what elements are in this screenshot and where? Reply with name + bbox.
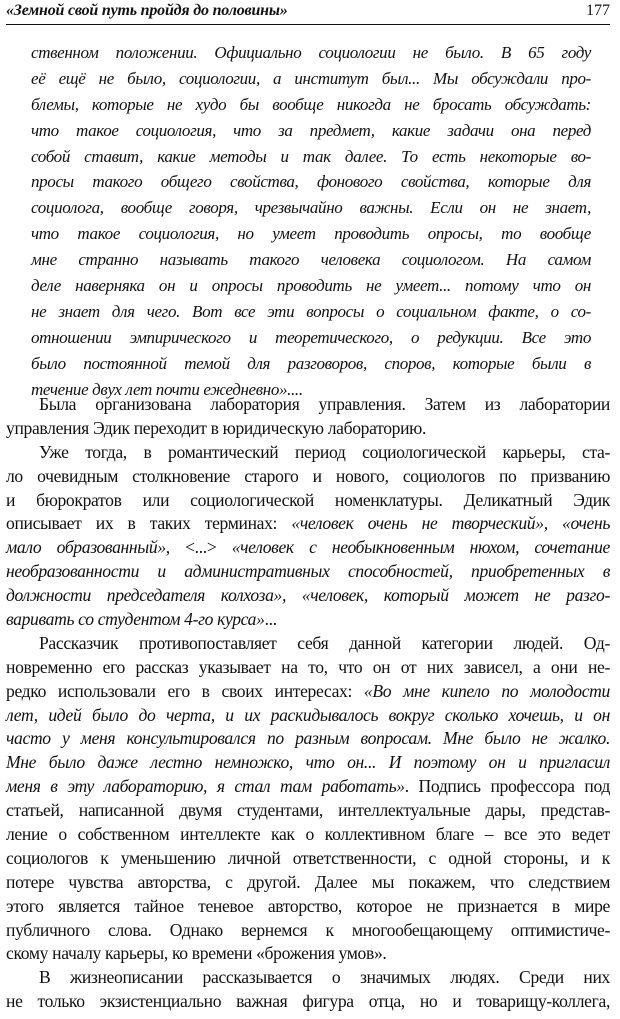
quote-line: было постоянной темой для разговоров, споров, которые были в xyxy=(31,353,591,373)
text-fragment: и бюрократов или социологической номенклатуры. Деликатный Эдик xyxy=(6,489,610,510)
text-fragment: , <...> xyxy=(165,537,232,558)
body-line xyxy=(6,727,610,751)
body-line xyxy=(6,656,610,680)
body-line xyxy=(6,441,610,465)
header-rule xyxy=(6,24,610,25)
quote-line: блемы, которые не худо бы вообще никогда не бросать обсуждать: xyxy=(31,94,591,114)
italic-quote-fragment: мало образованный» xyxy=(6,537,166,558)
body-line xyxy=(6,584,610,608)
text-fragment: ление о собственном интеллекте как о коллективном благе – все это ведет xyxy=(6,824,610,845)
body-line xyxy=(6,489,610,513)
text-fragment: не только экзистенциально важная фигура отца, но и товарищу-коллега, xyxy=(6,991,610,1012)
body-line xyxy=(6,417,610,441)
body-line xyxy=(6,560,610,584)
quote-line: собой ставит, какие методы и так далее. То есть некоторые во- xyxy=(31,146,591,166)
body-line xyxy=(6,632,610,656)
text-fragment: ло очевидным столкновение старого и нового, социологов по призванию xyxy=(6,465,610,486)
body-line xyxy=(6,465,610,489)
italic-quote-fragment: «человек очень не творческий», «очень xyxy=(291,513,610,534)
body-line xyxy=(6,608,610,632)
italic-quote-fragment: Мне было даже лестно немножко, что он... И поэтому он и пригласил xyxy=(6,752,610,773)
text-fragment: новременно его рассказ указывает на то, что он от них зависел, а они не- xyxy=(6,656,610,677)
text-fragment: управления Эдик переходит в юридическую лабораторию. xyxy=(6,417,427,438)
body-line xyxy=(6,871,610,895)
quote-line: социолога, вообще говоря, чрезвычайно важны. Если он не знает, xyxy=(31,198,591,218)
text-fragment: описывает их в таких терминах: xyxy=(6,513,292,534)
text-fragment: статьей, написанной двумя студентами, интеллектуальные дары, представ- xyxy=(6,800,610,821)
text-fragment: публичного слова. Однако вернемся к многообещающему оптимистиче- xyxy=(6,919,610,940)
italic-quote-fragment: часто у меня консультировался по разным вопросам. Мне было не жалко. xyxy=(6,728,610,749)
body-line xyxy=(6,966,610,990)
quote-line: мне странно называть такого человека социологом. На самом xyxy=(31,250,591,270)
text-fragment: редко использовали его в своих интересах: xyxy=(6,680,364,701)
running-header xyxy=(6,0,610,22)
quote-line: ственном положении. Официально социологии не было. В 65 году xyxy=(31,43,591,62)
text-fragment: социологов к уменьшению личной ответственности, с одной стороны, и к xyxy=(6,847,610,868)
quote-line: не знает для чего. Вот все эти вопросы о социальном факте, о со- xyxy=(31,301,591,321)
body-line xyxy=(6,919,610,943)
italic-quote-fragment: должности председателя колхоза», «человек, который может не разго- xyxy=(6,585,610,606)
body-line xyxy=(6,751,610,775)
body-line xyxy=(6,942,610,966)
quote-line: что такое социология, что за предмет, какие задачи она перед xyxy=(31,120,591,140)
quote-line: просы такого общего свойства, фонового свойства, которые для xyxy=(31,172,591,192)
italic-quote-fragment: «Во мне кипело по молодости xyxy=(363,680,610,701)
body-line xyxy=(6,512,610,536)
text-fragment: потере чувства авторства, с другой. Далее мы покажем, что следствием xyxy=(6,871,610,892)
quote-line: что такое социология, но умеет проводить опросы, то вообще xyxy=(31,224,591,244)
quote-line: деле наверняка он и опросы проводить не умеет... потому что он xyxy=(31,276,591,296)
text-fragment: ... xyxy=(264,609,277,630)
running-header-title: «Земной свой путь пройдя до половины» xyxy=(6,2,288,19)
italic-quote-fragment: «человек с необыкновенным нюхом, сочетание xyxy=(231,537,610,558)
body-line xyxy=(6,895,610,919)
interview-quote-block xyxy=(31,40,591,402)
text-fragment: скому началу карьеры, ко времени «брожения умов». xyxy=(6,943,387,964)
body-line xyxy=(6,799,610,823)
quote-line: течение двух лет почти ежедневно».... xyxy=(31,379,303,399)
body-line xyxy=(6,536,610,560)
body-line xyxy=(6,704,610,728)
body-line xyxy=(6,847,610,871)
quote-line: отношении эмпирического и теоретического, о редукции. Все это xyxy=(31,327,591,347)
text-fragment: Рассказчик противопоставляет себя данной категории людей. Од- xyxy=(39,632,610,653)
body-line xyxy=(6,990,610,1014)
text-fragment: Была организована лаборатория управления. Затем из лаборатории xyxy=(39,394,610,414)
body-line xyxy=(6,393,610,417)
text-fragment: В жизнеописании рассказывается о значимых людях. Среди них xyxy=(39,967,610,988)
body-line xyxy=(6,823,610,847)
body-line xyxy=(6,775,610,799)
italic-quote-fragment: варивать со студентом 4-го курса» xyxy=(6,609,265,630)
text-fragment: Уже тогда, в романтический период социологической карьеры, ста- xyxy=(39,441,610,462)
body-text-block xyxy=(6,393,610,1014)
quote-line: её ещё не было, социологии, а институт был... Мы обсуждали про- xyxy=(31,68,591,88)
italic-quote-fragment: необразованности и административных способностей, приобретенных в xyxy=(6,561,610,582)
italic-quote-fragment: лет, идей было до черта, и их раскидывалось вокруг сколько хочешь, и он xyxy=(6,704,610,725)
body-line xyxy=(6,680,610,704)
page-number: 177 xyxy=(586,2,610,19)
text-fragment: этого является тайное теневое авторство, которое не признается в мире xyxy=(6,895,610,916)
text-fragment: . Подпись профессора под xyxy=(404,776,610,797)
italic-quote-fragment: меня в эту лабораторию, я стал там работать» xyxy=(6,776,405,797)
